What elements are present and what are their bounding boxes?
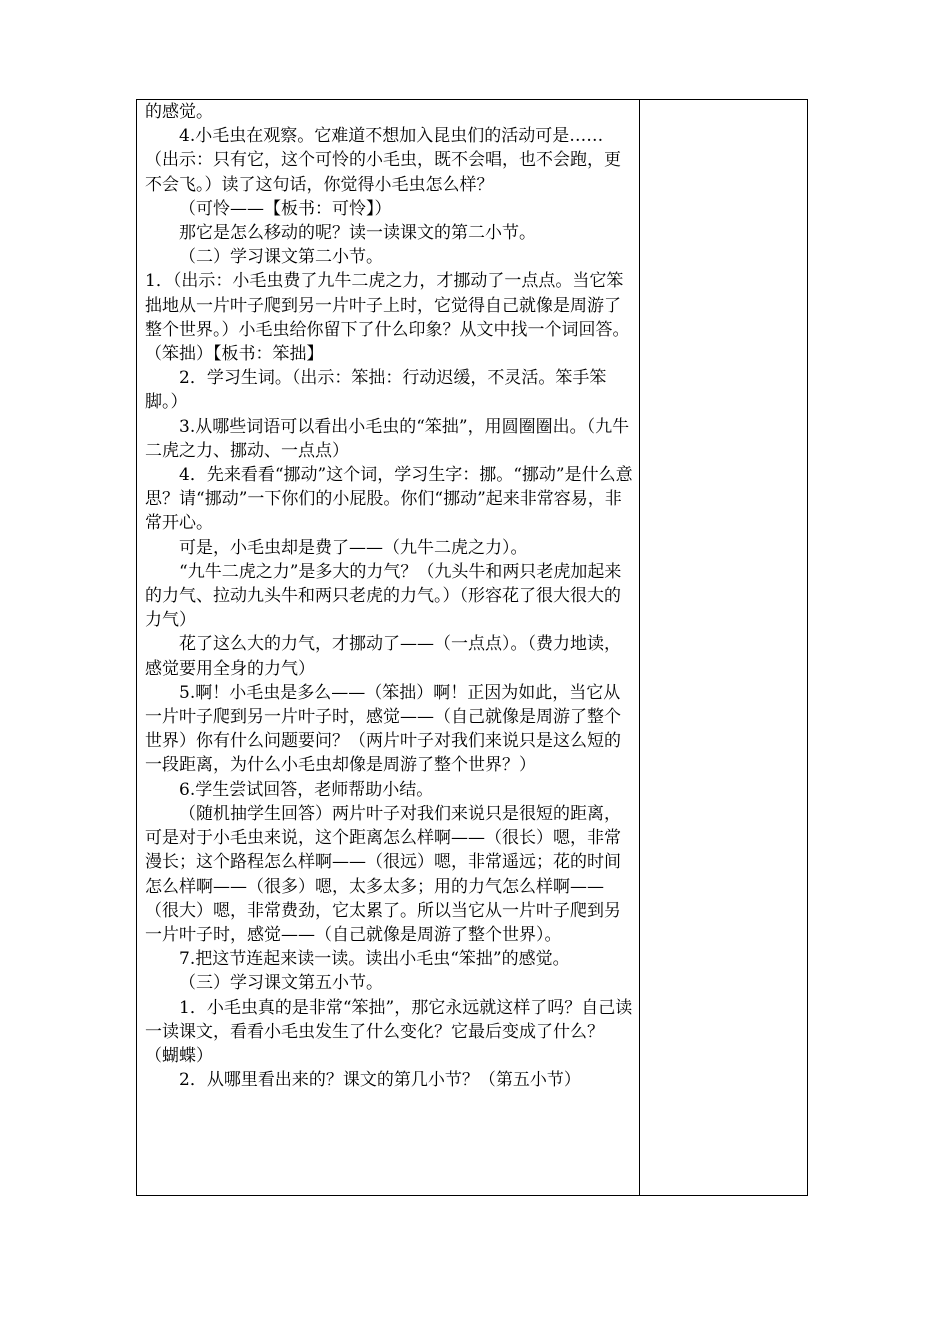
paragraph-12: 5.啊！小毛虫是多么——（笨拙）啊！正因为如此，当它从一片叶子爬到另一片叶子时，感觉——（自己就像是周游了整个世界）你有什么问题要问？（两片叶子对我们来说只是这么短的一段距离，为什么小毛虫却像是周游了整个世界？） [145, 682, 621, 776]
paragraph-0: 的感觉。 [145, 102, 213, 122]
lesson-table [136, 99, 808, 1196]
paragraph-14: （随机抽学生回答）两片叶子对我们来说只是很短的距离，可是对于小毛虫来说，这个距离怎么样啊——（很长）嗯，非常漫长；这个路程怎么样啊——（很远）嗯，非常遥远；花的时间怎么样啊——（很多）嗯，太多太多；用的力气怎么样啊——（很大）嗯，非常费劲，它太累了。所以当它从一片叶子爬到另一片叶子时，感觉——（自己就像是周游了整个世界）。 [145, 803, 621, 945]
paragraph-3: 那它是怎么移动的呢？读一读课文的第二小节。 [179, 223, 536, 244]
paragraph-8: 4．先来看看“挪动”这个词，学习生字：挪。“挪动”是什么意思？请“挪动”一下你们的小屁股。你们“挪动”起来非常容易，非常开心。 [145, 465, 633, 534]
notes-cell [640, 100, 807, 1195]
paragraph-5: 1．（出示：小毛虫费了九牛二虎之力，才挪动了一点点。当它笨拙地从一片叶子爬到另一片叶子上时，它觉得自己就像是周游了整个世界。）小毛虫给你留下了什么印象？从文中找一个词回答。（笨拙）【板书：笨拙】 [145, 271, 630, 365]
paragraph-17: 1．小毛虫真的是非常“笨拙”，那它永远就这样了吗？自己读一读课文，看看小毛虫发生了什么变化？它最后变成了什么？（蝴蝶） [145, 997, 633, 1066]
section-heading-3: （三）学习课文第五小节。 [179, 973, 383, 994]
lesson-content-cell [137, 100, 639, 1195]
paragraph-13: 6.学生尝试回答，老师帮助小结。 [179, 779, 434, 800]
section-heading-2: （二）学习课文第二小节。 [179, 247, 383, 268]
paragraph-1: 4.小毛虫在观察。它难道不想加入昆虫们的活动可是……（出示：只有它，这个可怜的小毛虫，既不会唱，也不会跑，更不会飞。）读了这句话，你觉得小毛虫怎么样？ [145, 126, 621, 195]
paragraph-9: 可是，小毛虫却是费了——（九牛二虎之力）。 [179, 537, 528, 558]
paragraph-18: 2．从哪里看出来的？课文的第几小节？（第五小节） [179, 1070, 581, 1091]
paragraph-7: 3.从哪些词语可以看出小毛虫的“笨拙”，用圆圈圈出。（九牛二虎之力、挪动、一点点） [145, 416, 630, 461]
paragraph-2: （可怜——【板书：可怜】） [179, 198, 392, 219]
paragraph-15: 7.把这节连起来读一读。读出小毛虫“笨拙”的感觉。 [179, 949, 570, 970]
paragraph-10: “九牛二虎之力”是多大的力气？（九头牛和两只老虎加起来的力气、拉动九头牛和两只老虎的力气。）（形容花了很大很大的力气） [145, 561, 622, 631]
paragraph-11: 花了这么大的力气，才挪动了——（一点点）。（费力地读，感觉要用全身的力气） [145, 634, 621, 679]
paragraph-6: 2．学习生词。（出示：笨拙：行动迟缓，不灵活。笨手笨脚。） [145, 368, 607, 413]
